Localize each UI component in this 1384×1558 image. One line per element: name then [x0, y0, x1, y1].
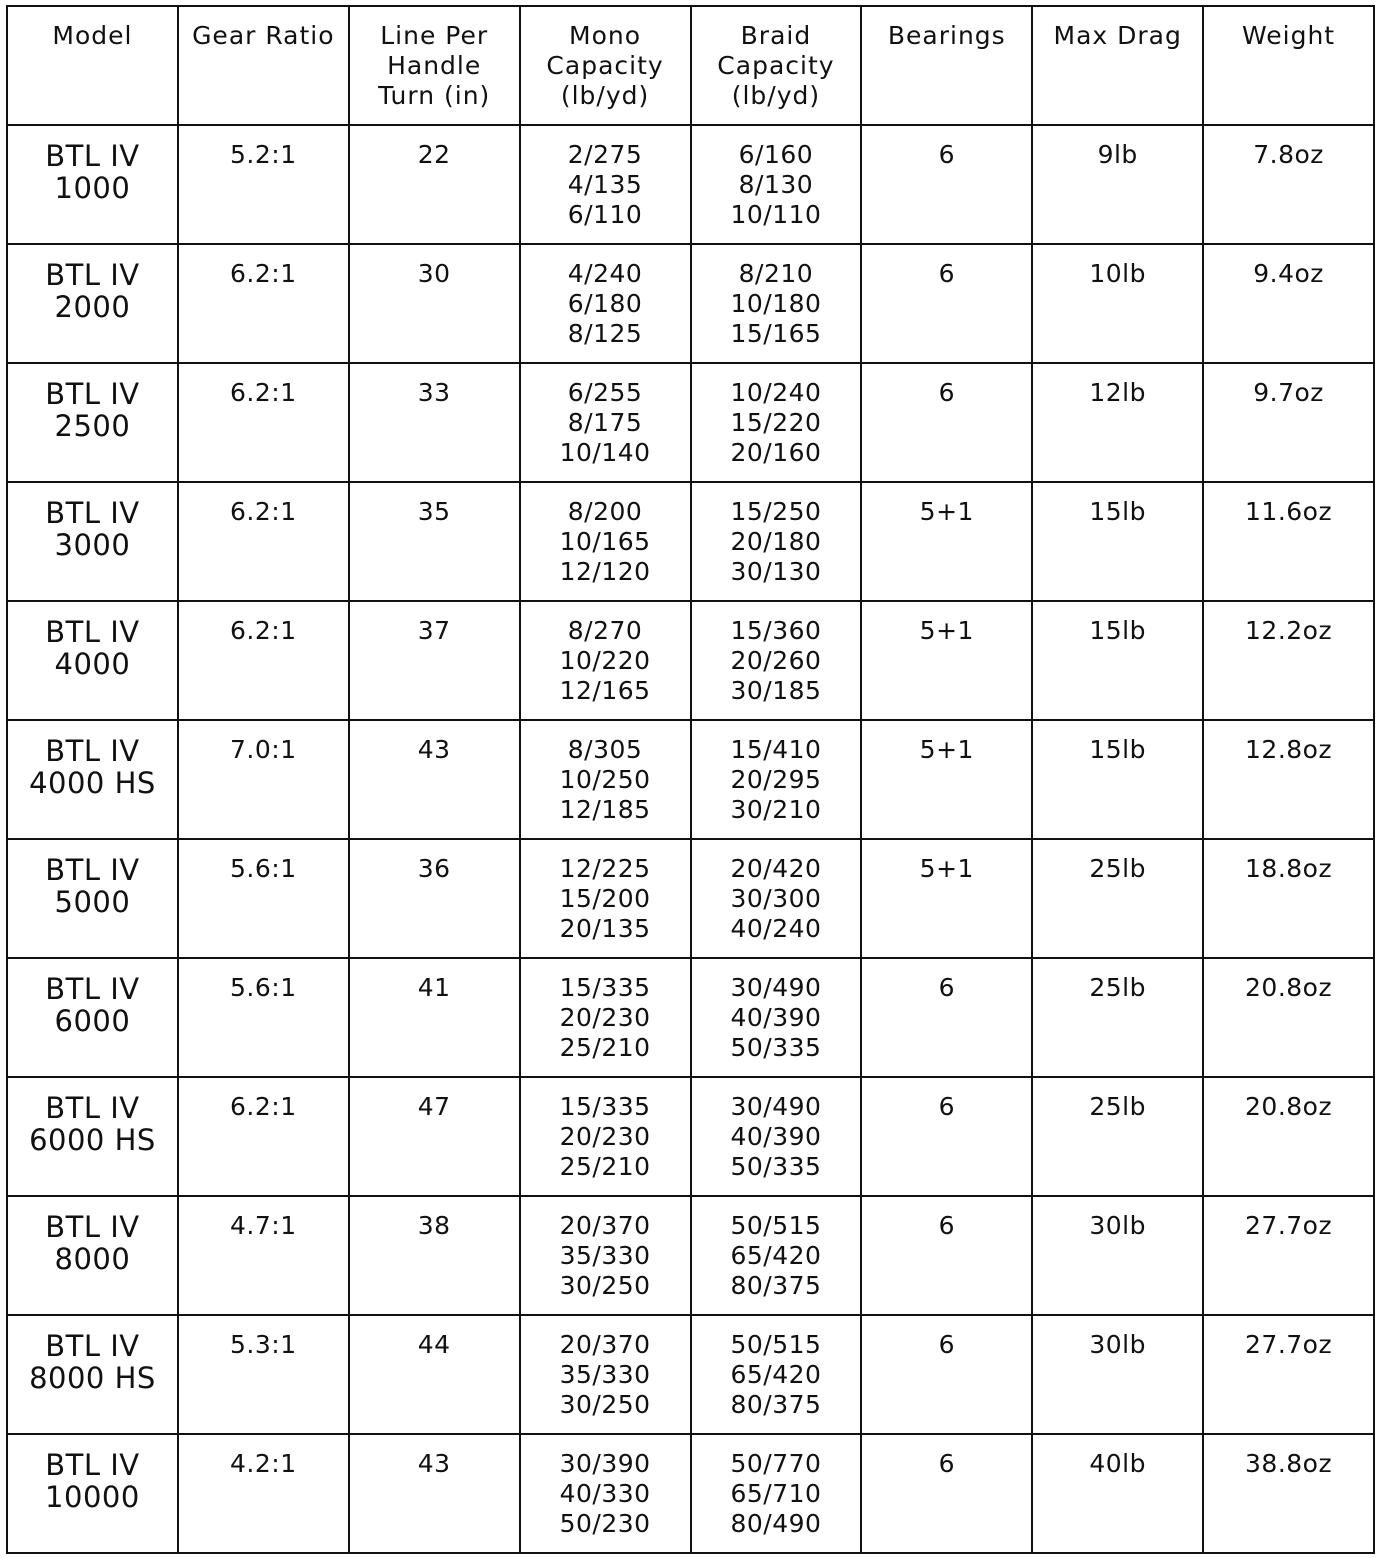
- cell-line-per-turn: 30: [349, 244, 520, 363]
- cell-model: BTL IV 6000 HS: [7, 1077, 178, 1196]
- cell-weight: 11.6oz: [1203, 482, 1374, 601]
- cell-gear-ratio: 6.2:1: [178, 363, 349, 482]
- cell-weight: 20.8oz: [1203, 1077, 1374, 1196]
- cell-model: BTL IV 6000: [7, 958, 178, 1077]
- cell-mono-capacity: 8/200 10/165 12/120: [520, 482, 691, 601]
- cell-braid-capacity: 15/360 20/260 30/185: [691, 601, 862, 720]
- cell-bearings: 5+1: [861, 601, 1032, 720]
- cell-weight: 9.7oz: [1203, 363, 1374, 482]
- cell-braid-capacity: 15/250 20/180 30/130: [691, 482, 862, 601]
- cell-bearings: 6: [861, 125, 1032, 244]
- table-row: [7, 1077, 1374, 1196]
- cell-weight: 12.2oz: [1203, 601, 1374, 720]
- cell-mono-capacity: 8/270 10/220 12/165: [520, 601, 691, 720]
- cell-max-drag: 15lb: [1032, 601, 1203, 720]
- cell-braid-capacity: 6/160 8/130 10/110: [691, 125, 862, 244]
- cell-gear-ratio: 5.2:1: [178, 125, 349, 244]
- cell-braid-capacity: 8/210 10/180 15/165: [691, 244, 862, 363]
- cell-max-drag: 25lb: [1032, 1077, 1203, 1196]
- cell-max-drag: 40lb: [1032, 1434, 1203, 1553]
- table-row: [7, 363, 1374, 482]
- header-row: [7, 6, 1374, 125]
- table-row: [7, 1434, 1374, 1553]
- cell-braid-capacity: 10/240 15/220 20/160: [691, 363, 862, 482]
- cell-bearings: 6: [861, 1077, 1032, 1196]
- cell-max-drag: 15lb: [1032, 482, 1203, 601]
- cell-model: BTL IV 1000: [7, 125, 178, 244]
- cell-gear-ratio: 7.0:1: [178, 720, 349, 839]
- cell-gear-ratio: 5.6:1: [178, 839, 349, 958]
- cell-line-per-turn: 36: [349, 839, 520, 958]
- table-row: [7, 720, 1374, 839]
- cell-line-per-turn: 43: [349, 720, 520, 839]
- cell-braid-capacity: 50/515 65/420 80/375: [691, 1196, 862, 1315]
- cell-gear-ratio: 6.2:1: [178, 244, 349, 363]
- cell-line-per-turn: 33: [349, 363, 520, 482]
- header-braid-capacity: Braid Capacity (lb/yd): [691, 6, 862, 125]
- table-row: [7, 601, 1374, 720]
- table-row: [7, 958, 1374, 1077]
- cell-line-per-turn: 22: [349, 125, 520, 244]
- header-max-drag: Max Drag: [1032, 6, 1203, 125]
- cell-bearings: 6: [861, 1196, 1032, 1315]
- cell-gear-ratio: 6.2:1: [178, 601, 349, 720]
- header-weight: Weight: [1203, 6, 1374, 125]
- cell-weight: 27.7oz: [1203, 1196, 1374, 1315]
- cell-mono-capacity: 30/390 40/330 50/230: [520, 1434, 691, 1553]
- cell-gear-ratio: 4.2:1: [178, 1434, 349, 1553]
- cell-line-per-turn: 37: [349, 601, 520, 720]
- cell-mono-capacity: 20/370 35/330 30/250: [520, 1196, 691, 1315]
- cell-braid-capacity: 30/490 40/390 50/335: [691, 958, 862, 1077]
- cell-bearings: 5+1: [861, 720, 1032, 839]
- header-model: Model: [7, 6, 178, 125]
- cell-model: BTL IV 4000: [7, 601, 178, 720]
- cell-weight: 38.8oz: [1203, 1434, 1374, 1553]
- cell-line-per-turn: 35: [349, 482, 520, 601]
- cell-weight: 20.8oz: [1203, 958, 1374, 1077]
- cell-model: BTL IV 3000: [7, 482, 178, 601]
- cell-mono-capacity: 12/225 15/200 20/135: [520, 839, 691, 958]
- cell-line-per-turn: 43: [349, 1434, 520, 1553]
- header-gear-ratio: Gear Ratio: [178, 6, 349, 125]
- cell-mono-capacity: 6/255 8/175 10/140: [520, 363, 691, 482]
- cell-model: BTL IV 10000: [7, 1434, 178, 1553]
- cell-bearings: 6: [861, 1434, 1032, 1553]
- cell-model: BTL IV 8000: [7, 1196, 178, 1315]
- cell-mono-capacity: 4/240 6/180 8/125: [520, 244, 691, 363]
- cell-bearings: 5+1: [861, 482, 1032, 601]
- header-mono-capacity: Mono Capacity (lb/yd): [520, 6, 691, 125]
- cell-max-drag: 12lb: [1032, 363, 1203, 482]
- cell-gear-ratio: 6.2:1: [178, 482, 349, 601]
- cell-bearings: 6: [861, 363, 1032, 482]
- cell-weight: 7.8oz: [1203, 125, 1374, 244]
- cell-line-per-turn: 38: [349, 1196, 520, 1315]
- cell-mono-capacity: 2/275 4/135 6/110: [520, 125, 691, 244]
- table-row: [7, 839, 1374, 958]
- table-body: [7, 125, 1374, 1553]
- cell-braid-capacity: 50/770 65/710 80/490: [691, 1434, 862, 1553]
- cell-mono-capacity: 8/305 10/250 12/185: [520, 720, 691, 839]
- cell-line-per-turn: 44: [349, 1315, 520, 1434]
- cell-bearings: 6: [861, 1315, 1032, 1434]
- cell-model: BTL IV 5000: [7, 839, 178, 958]
- table-row: [7, 1315, 1374, 1434]
- cell-braid-capacity: 30/490 40/390 50/335: [691, 1077, 862, 1196]
- cell-model: BTL IV 4000 HS: [7, 720, 178, 839]
- cell-gear-ratio: 5.6:1: [178, 958, 349, 1077]
- cell-weight: 18.8oz: [1203, 839, 1374, 958]
- cell-line-per-turn: 47: [349, 1077, 520, 1196]
- cell-bearings: 6: [861, 244, 1032, 363]
- cell-weight: 9.4oz: [1203, 244, 1374, 363]
- cell-mono-capacity: 20/370 35/330 30/250: [520, 1315, 691, 1434]
- reel-specs-table: [6, 5, 1375, 1554]
- cell-gear-ratio: 6.2:1: [178, 1077, 349, 1196]
- cell-bearings: 6: [861, 958, 1032, 1077]
- cell-gear-ratio: 4.7:1: [178, 1196, 349, 1315]
- cell-braid-capacity: 20/420 30/300 40/240: [691, 839, 862, 958]
- cell-braid-capacity: 15/410 20/295 30/210: [691, 720, 862, 839]
- cell-max-drag: 25lb: [1032, 958, 1203, 1077]
- cell-max-drag: 10lb: [1032, 244, 1203, 363]
- cell-mono-capacity: 15/335 20/230 25/210: [520, 958, 691, 1077]
- cell-max-drag: 9lb: [1032, 125, 1203, 244]
- cell-braid-capacity: 50/515 65/420 80/375: [691, 1315, 862, 1434]
- cell-max-drag: 30lb: [1032, 1196, 1203, 1315]
- cell-weight: 27.7oz: [1203, 1315, 1374, 1434]
- cell-mono-capacity: 15/335 20/230 25/210: [520, 1077, 691, 1196]
- table-row: [7, 125, 1374, 244]
- header-bearings: Bearings: [861, 6, 1032, 125]
- cell-bearings: 5+1: [861, 839, 1032, 958]
- cell-weight: 12.8oz: [1203, 720, 1374, 839]
- table-row: [7, 482, 1374, 601]
- table-row: [7, 244, 1374, 363]
- cell-model: BTL IV 2500: [7, 363, 178, 482]
- cell-model: BTL IV 8000 HS: [7, 1315, 178, 1434]
- cell-model: BTL IV 2000: [7, 244, 178, 363]
- cell-gear-ratio: 5.3:1: [178, 1315, 349, 1434]
- cell-max-drag: 30lb: [1032, 1315, 1203, 1434]
- header-line-per-turn: Line Per Handle Turn (in): [349, 6, 520, 125]
- table-row: [7, 1196, 1374, 1315]
- cell-max-drag: 25lb: [1032, 839, 1203, 958]
- cell-max-drag: 15lb: [1032, 720, 1203, 839]
- cell-line-per-turn: 41: [349, 958, 520, 1077]
